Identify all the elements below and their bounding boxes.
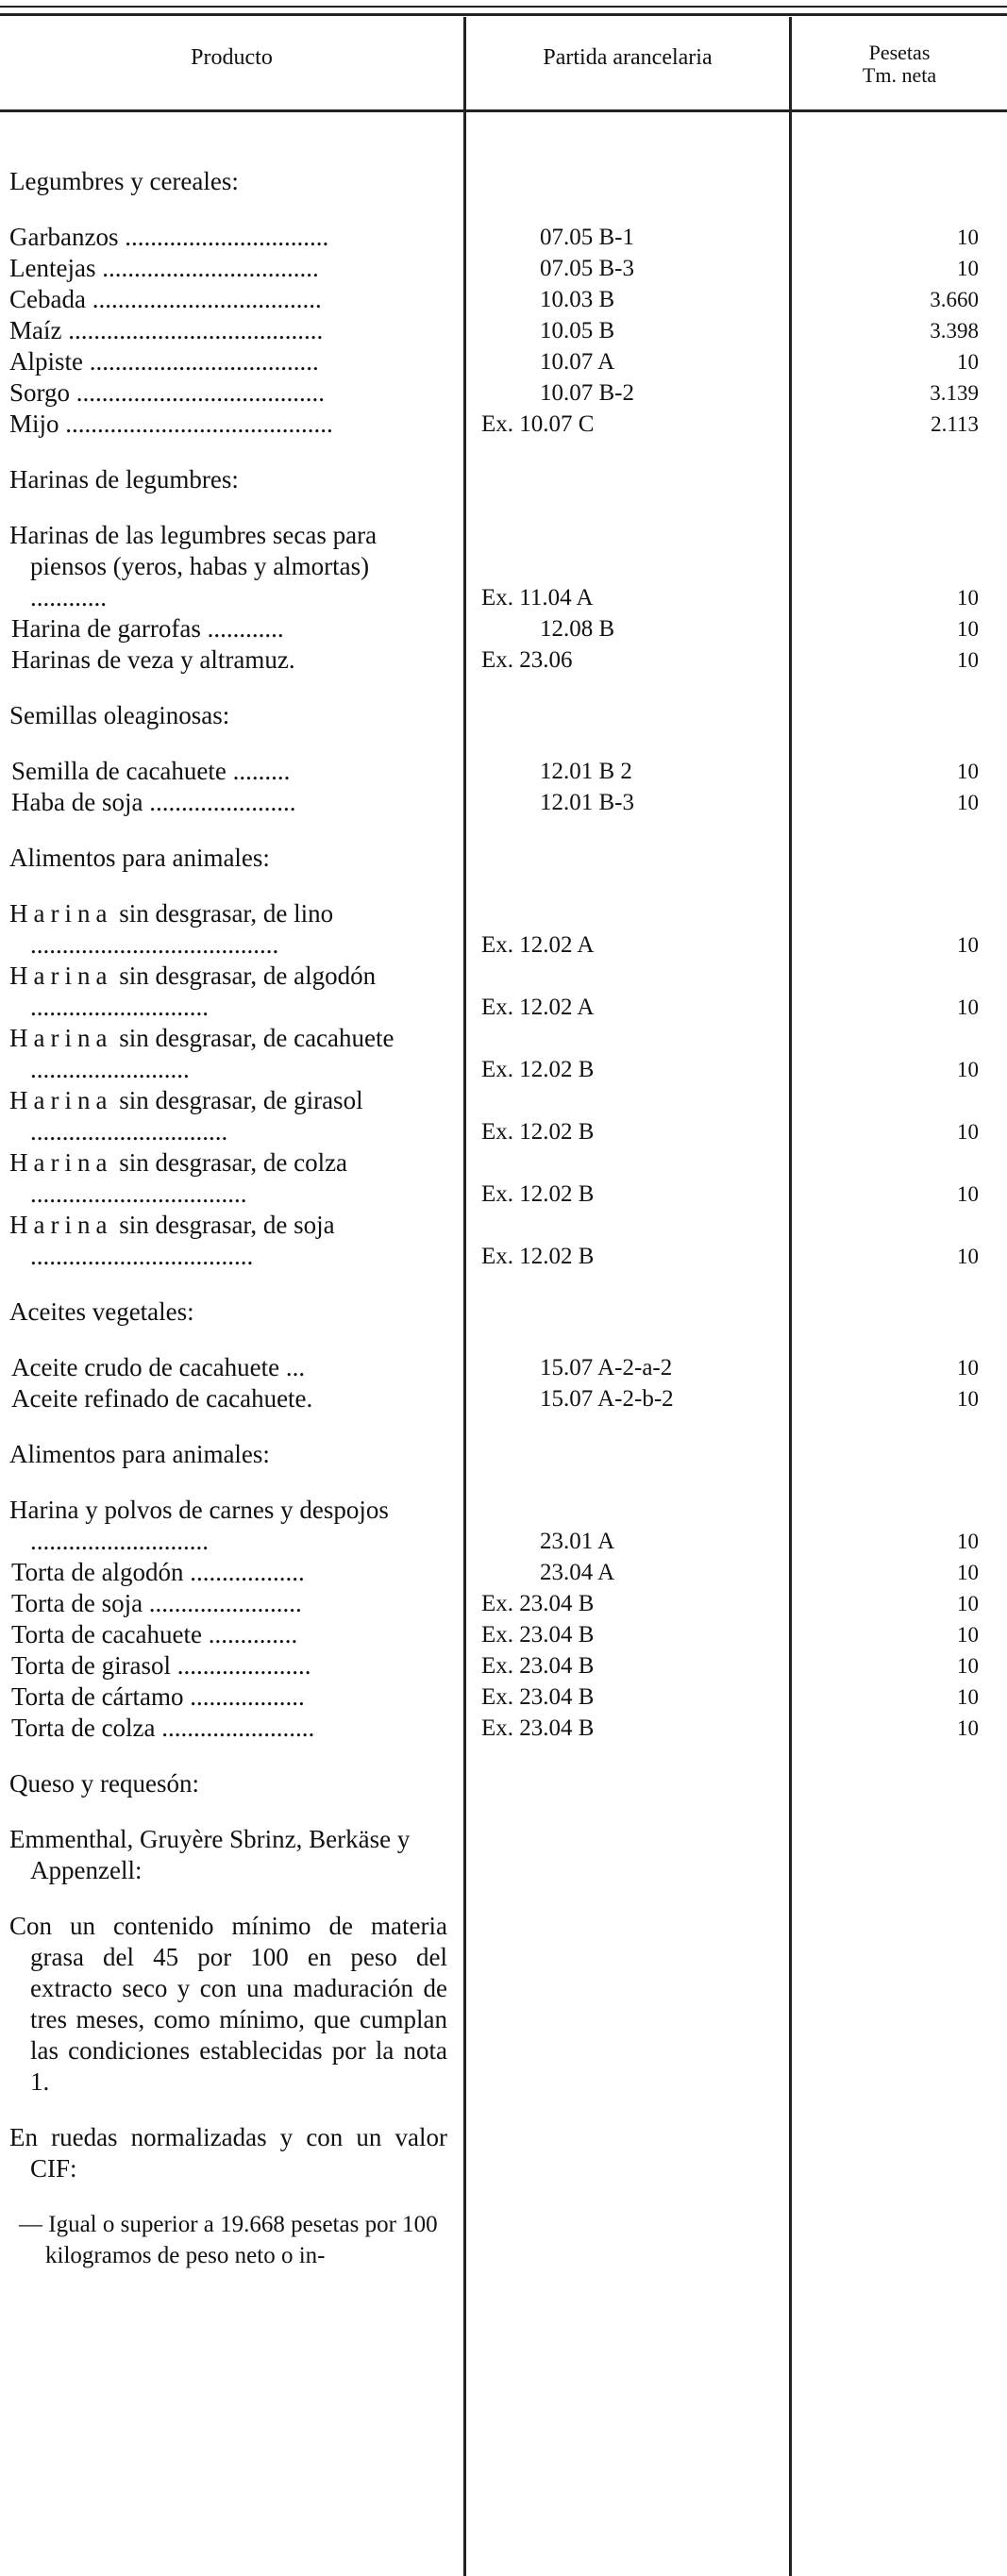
- partida-cell: Ex. 12.02 B: [481, 1244, 595, 1269]
- product-cell: Alimentos para animales:: [9, 1440, 270, 1468]
- section-heading: [0, 1296, 1007, 1328]
- product-cell: Harinas de veza y altramuz.: [11, 645, 295, 674]
- partida-cell: Ex. 23.04 B: [481, 1715, 595, 1741]
- product-spaced-word: Harina: [9, 1148, 113, 1177]
- table-row: [0, 644, 1007, 676]
- table-row: [0, 1650, 1007, 1681]
- row-spacer: [0, 495, 1007, 520]
- product-cell: Alimentos para animales:: [9, 844, 270, 872]
- pesetas-cell: 10: [957, 1716, 979, 1740]
- pesetas-cell: 10: [957, 1561, 979, 1584]
- product-text: sin desgrasar, de soja ...................................: [30, 1211, 335, 1270]
- partida-cell: 10.03 B: [540, 287, 615, 312]
- pesetas-cell: 10: [957, 1654, 979, 1678]
- row-spacer: [0, 1886, 1007, 1911]
- product-cell: Garbanzos ................................: [9, 223, 329, 251]
- header-pesetas: [792, 42, 1007, 87]
- pesetas-cell: 3.660: [930, 288, 979, 311]
- partida-cell: 07.05 B-1: [540, 225, 634, 250]
- partida-cell: Ex. 10.07 C: [481, 411, 595, 437]
- description-text: [0, 1911, 1007, 2098]
- row-spacer: [0, 197, 1007, 222]
- pesetas-cell: 10: [957, 760, 979, 783]
- partida-cell: 15.07 A-2-b-2: [540, 1386, 674, 1412]
- row-spacer: [0, 2098, 1007, 2122]
- product-cell: [0, 1085, 459, 1147]
- product-cell: Aceite crudo de cacahuete ...: [11, 1353, 306, 1381]
- header-rule: [0, 109, 1007, 112]
- partida-cell: Ex. 12.02 B: [481, 1119, 595, 1145]
- table-row: [0, 756, 1007, 787]
- product-cell: Harinas de las legumbres secas para piensos (yeros, habas y almortas) ............: [9, 521, 378, 611]
- partida-cell: Ex. 23.04 B: [481, 1622, 595, 1648]
- row-spacer: [0, 440, 1007, 464]
- partida-cell: 23.04 A: [540, 1560, 615, 1585]
- pesetas-cell: 10: [957, 1623, 979, 1647]
- partida-cell: 10.07 B-2: [540, 380, 634, 406]
- partida-cell: 15.07 A-2-a-2: [540, 1355, 673, 1380]
- description-text: [0, 2122, 1007, 2184]
- partida-cell: 12.08 B: [540, 616, 615, 642]
- product-cell: En ruedas normalizadas y con un valor CIF:: [9, 2123, 447, 2183]
- product-text: sin desgrasar, de lino .......................................: [30, 899, 334, 959]
- product-cell: [0, 1023, 459, 1085]
- partida-cell: 07.05 B-3: [540, 256, 634, 281]
- tariff-table: [0, 142, 1007, 2271]
- table-row: [0, 1383, 1007, 1414]
- partida-cell: Ex. 12.02 A: [481, 932, 595, 958]
- product-spaced-word: Harina: [9, 1024, 113, 1052]
- section-heading: [0, 1439, 1007, 1470]
- pesetas-cell: 10: [957, 648, 979, 672]
- pesetas-cell: 10: [957, 350, 979, 374]
- pesetas-cell: 10: [957, 586, 979, 610]
- header-partida: Partida arancelaria: [543, 45, 713, 70]
- table-row: [0, 222, 1007, 253]
- partida-cell: 10.05 B: [540, 318, 615, 343]
- table-row: [0, 1713, 1007, 1744]
- description-text: [0, 2209, 1007, 2271]
- product-cell: Mijo ..........................................: [9, 410, 333, 438]
- table-row: [0, 1085, 1007, 1147]
- product-text: sin desgrasar, de cacahuete .........................: [30, 1024, 394, 1083]
- partida-cell: Ex. 11.04 A: [481, 585, 594, 611]
- product-cell: Semilla de cacahuete .........: [11, 757, 291, 785]
- product-cell: Con un contenido mínimo de materia grasa del 45 por 100 en peso del extracto seco y con una maduración de tres meses, como mínimo, que cumplan las condiciones establecidas por la nota 1.: [9, 1912, 447, 2096]
- partida-cell: Ex. 12.02 B: [481, 1181, 595, 1207]
- section-heading: [0, 166, 1007, 197]
- product-cell: Semillas oleaginosas:: [9, 701, 230, 729]
- pesetas-cell: 10: [957, 257, 979, 280]
- product-cell: Alpiste ....................................: [9, 347, 319, 376]
- table-row: [0, 1210, 1007, 1272]
- table-row: [0, 253, 1007, 284]
- pesetas-cell: 10: [957, 1387, 979, 1411]
- row-spacer: [0, 874, 1007, 898]
- product-cell: [0, 961, 459, 1023]
- product-spaced-word: Harina: [9, 962, 113, 990]
- pesetas-cell: 10: [957, 1356, 979, 1380]
- product-spaced-word: Harina: [9, 1086, 113, 1114]
- table-row: [0, 520, 1007, 613]
- table-row: [0, 409, 1007, 440]
- partida-cell: Ex. 23.04 B: [481, 1591, 595, 1616]
- pesetas-cell: 10: [957, 226, 979, 249]
- row-spacer: [0, 1470, 1007, 1495]
- product-cell: Harinas de legumbres:: [9, 465, 239, 493]
- table-row: [0, 1495, 1007, 1557]
- section-heading: [0, 700, 1007, 731]
- partida-cell: 12.01 B 2: [540, 759, 632, 784]
- top-rule-thick: [0, 13, 1007, 16]
- pesetas-cell: 3.398: [930, 319, 979, 343]
- product-cell: Torta de soja ........................: [11, 1589, 302, 1617]
- row-spacer: [0, 2184, 1007, 2209]
- product-spaced-word: Harina: [9, 1211, 113, 1239]
- partida-cell: 12.01 B-3: [540, 790, 634, 815]
- product-cell: Aceite refinado de cacahuete.: [11, 1384, 313, 1413]
- pesetas-cell: 10: [957, 1530, 979, 1553]
- partida-cell: Ex. 12.02 A: [481, 995, 595, 1020]
- table-row: [0, 377, 1007, 409]
- product-cell: Harina de garrofas ............: [11, 614, 284, 643]
- pesetas-cell: 10: [957, 1592, 979, 1615]
- product-text: sin desgrasar, de colza ..................................: [30, 1148, 348, 1208]
- section-heading: [0, 1768, 1007, 1799]
- table-row: [0, 1023, 1007, 1085]
- partida-cell: Ex. 12.02 B: [481, 1057, 595, 1082]
- row-spacer: [0, 1328, 1007, 1352]
- table-row: [0, 1147, 1007, 1210]
- row-spacer: [0, 676, 1007, 700]
- product-cell: Torta de algodón ..................: [11, 1558, 305, 1586]
- row-spacer: [0, 1272, 1007, 1296]
- table-row: [0, 1619, 1007, 1650]
- header-pesetas-line2: Tm. neta: [862, 63, 937, 87]
- table-row: [0, 315, 1007, 346]
- section-heading: [0, 843, 1007, 874]
- product-cell: Haba de soja .......................: [11, 788, 296, 816]
- section-heading: [0, 464, 1007, 495]
- table-row: [0, 1557, 1007, 1588]
- partida-cell: Ex. 23.06: [481, 647, 573, 673]
- table-row: [0, 613, 1007, 644]
- product-cell: Emmenthal, Gruyère Sbrinz, Berkäse y Appenzell:: [9, 1825, 411, 1884]
- product-cell: Torta de cacahuete ..............: [11, 1620, 298, 1648]
- top-rule-thin: [0, 6, 1007, 8]
- partida-cell: 23.01 A: [540, 1529, 615, 1554]
- product-cell: [0, 1147, 459, 1210]
- partida-cell: 10.07 A: [540, 349, 615, 375]
- product-cell: Torta de girasol .....................: [11, 1651, 311, 1680]
- pesetas-cell: 10: [957, 1058, 979, 1081]
- table-row: [0, 961, 1007, 1023]
- product-cell: Cebada ....................................: [9, 285, 322, 313]
- table-row: [0, 1681, 1007, 1713]
- pesetas-cell: 10: [957, 1182, 979, 1206]
- product-cell: Legumbres y cereales:: [9, 167, 239, 195]
- row-spacer: [0, 818, 1007, 843]
- partida-cell: Ex. 23.04 B: [481, 1684, 595, 1710]
- row-spacer: [0, 731, 1007, 756]
- product-text: sin desgrasar, de algodón ............................: [30, 962, 377, 1021]
- table-row: [0, 284, 1007, 315]
- header-pesetas-line1: Pesetas: [868, 41, 931, 64]
- product-spaced-word: Harina: [9, 899, 113, 928]
- pesetas-cell: 10: [957, 933, 979, 957]
- table-row: [0, 1588, 1007, 1619]
- product-cell: Harina y polvos de carnes y despojos ............................: [9, 1496, 389, 1555]
- product-cell: Queso y requesón:: [9, 1769, 199, 1798]
- product-cell: [0, 1210, 459, 1272]
- row-spacer: [0, 1414, 1007, 1439]
- pesetas-cell: 10: [957, 617, 979, 641]
- product-cell: Torta de colza ........................: [11, 1714, 315, 1742]
- table-row: [0, 787, 1007, 818]
- table-row: [0, 898, 1007, 961]
- pesetas-cell: 10: [957, 791, 979, 814]
- pesetas-cell: 3.139: [930, 381, 979, 405]
- product-cell: Maíz ........................................: [9, 316, 324, 344]
- pesetas-cell: 10: [957, 1120, 979, 1144]
- row-spacer: [0, 142, 1007, 166]
- header-producto: Producto: [191, 45, 273, 70]
- product-cell: Aceites vegetales:: [9, 1297, 194, 1326]
- pesetas-cell: 10: [957, 1685, 979, 1709]
- table-row: [0, 1352, 1007, 1383]
- table-row: [0, 346, 1007, 377]
- product-cell: [0, 898, 459, 961]
- product-cell: Sorgo .......................................: [9, 378, 326, 407]
- product-cell: Torta de cártamo ..................: [11, 1682, 305, 1711]
- section-heading: [0, 1824, 1007, 1886]
- product-cell: Lentejas ..................................: [9, 254, 319, 282]
- partida-cell: Ex. 23.04 B: [481, 1653, 595, 1679]
- pesetas-cell: 10: [957, 995, 979, 1019]
- pesetas-cell: 2.113: [931, 412, 979, 436]
- product-cell: — Igual o superior a 19.668 pesetas por 100 kilogramos de peso neto o in-: [19, 2212, 438, 2268]
- row-spacer: [0, 1799, 1007, 1824]
- row-spacer: [0, 1744, 1007, 1768]
- pesetas-cell: 10: [957, 1245, 979, 1268]
- product-text: sin desgrasar, de girasol ...............................: [30, 1086, 363, 1146]
